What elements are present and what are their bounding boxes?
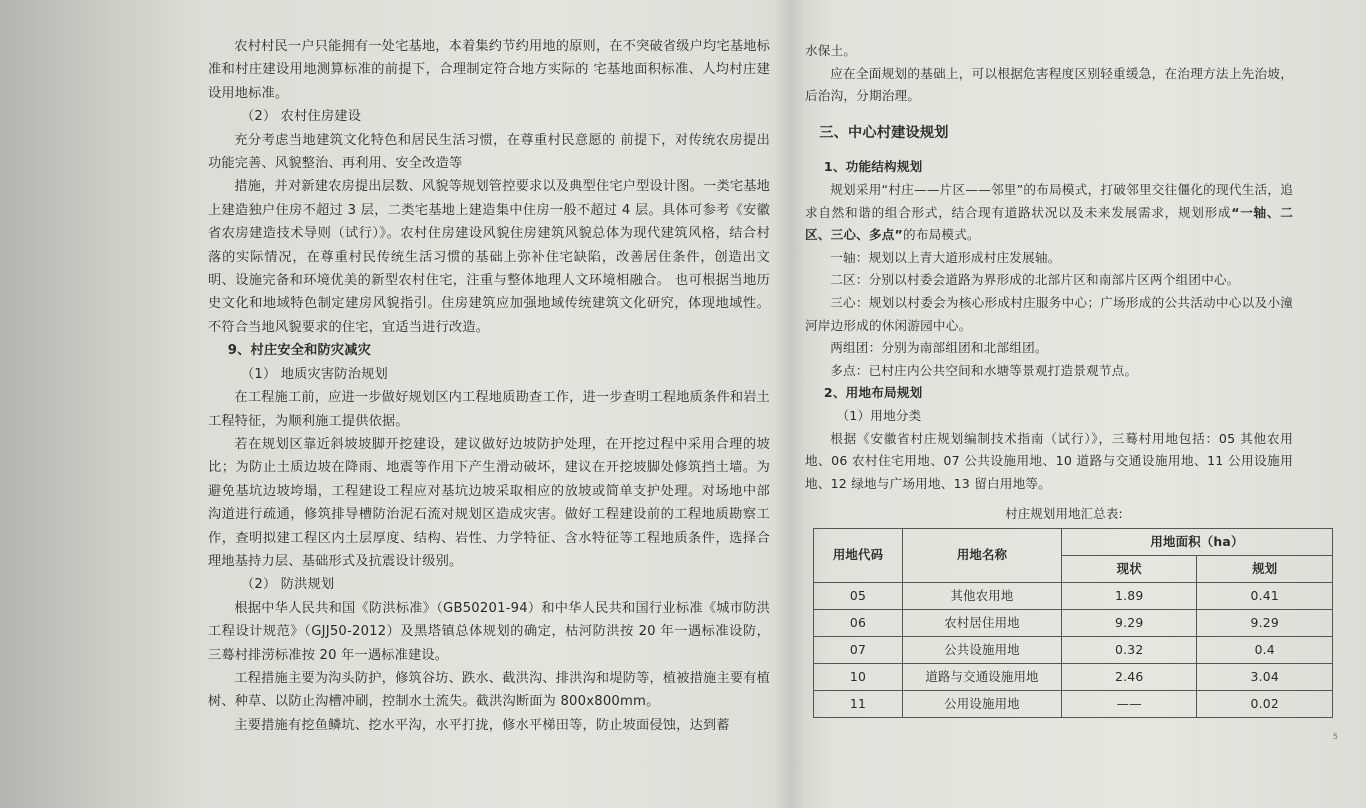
paragraph-emphasis: “一轴、二区、三心、多点” [805,204,1293,243]
cell-code: 07 [814,636,903,663]
cell-now: 1.89 [1062,582,1197,609]
cell-name: 公用设施用地 [903,690,1062,717]
header-code: 用地代码 [814,528,903,582]
paragraph: 充分考虑当地建筑文化特色和居民生活习惯，在尊重村民意愿的 前提下，对传统农房提出功能完善、风貌整治、再利用、安全改造等 [208,132,770,172]
cell-plan: 9.29 [1197,609,1333,636]
paragraph: 一轴：规划以上青大道形成村庄发展轴。 [830,249,1061,265]
header-now: 现状 [1062,555,1197,582]
table-row [814,690,1333,717]
cell-name: 道路与交通设施用地 [903,663,1062,690]
paragraph: 应在全面规划的基础上，可以根据危害程度区别轻重缓急，在治理方法上先治坡，后治沟，分期治理。 [805,65,1293,104]
paragraph: 水保土。 [805,43,857,58]
left-page [208,35,770,737]
cell-code: 06 [814,609,903,636]
page-number: 5 [1332,732,1338,741]
paragraph: 根据《安徽省村庄规划编制技术指南（试行）》，三蓦村用地包括：05 其他农用地、06 农村住宅用地、07 公共设施用地、10 道路与交通设施用地、11 公用设施用地、12 绿地与广场用地、13 留白用地等。 [805,430,1293,491]
book-gutter [775,0,805,808]
cell-now: 2.46 [1062,663,1197,690]
land-use-table [813,528,1333,718]
table-header-row [814,528,1333,555]
section-heading: 1、功能结构规划 [823,159,923,175]
table-row [814,582,1333,609]
paragraph: 工程措施主要为沟头防护，修筑谷坊、跌水、截洪沟、排洪沟和堤防等，植被措施主要有植树、种草、以防止沟槽冲刷，控制水土流失。截洪沟断面为 800x800mm。 [208,670,770,710]
table-body [814,582,1333,717]
header-plan: 规划 [1197,555,1333,582]
subheading: （2） 农村住房建设 [241,109,362,125]
section-heading: 9、村庄安全和防灾减灾 [227,343,372,359]
paragraph [805,179,1293,247]
cell-now: 9.29 [1062,609,1197,636]
cell-code: 05 [814,582,903,609]
table-row [814,609,1333,636]
table-row [814,663,1333,690]
paragraph: 措施，并对新建农房提出层数、风貌等规划管控要求以及典型住宅户型设计图。一类宅基地上建造独户住房不超过 3 层，二类宅基地上建造集中住房一般不超过 4 层。具体可参考《安徽省农房建造技术导则（试行）》。农村住房建设风貌住房建筑风貌总体为现代建筑风格，结合村落的实际情况，在尊重村民传统生活习惯的基础上弥补住宅缺陷，改善居住条件，创造出文明、设施完备和环境优美的新型农村住宅，注重与整体地理人文环境相融合。 也可根据当地历史文化和地域特色制定建房风貌指引。住房建筑应加强地域传统建筑文化研究，体现地域性。不符合当地风貌要求的住宅，宜适当进行改造。 [208,179,770,335]
cell-code: 10 [814,663,903,690]
paragraph-text: 规划采用“村庄——片区——邻里”的布局模式，打破邻里交往僵化的现代生活，追求自然和谐的组合形式，结合现有道路状况以及未来发展需求，规划形成 [805,181,1293,220]
paragraph: 农村村民一户只能拥有一处宅基地，本着集约节约用地的原则，在不突破省级户均宅基地标准和村庄建设用地测算标准的前提下，合理制定符合地方实际的 宅基地面积标准、人均村庄建设用地标准。 [208,39,770,101]
table-row [814,636,1333,663]
cell-code: 11 [814,690,903,717]
cell-name: 其他农用地 [903,582,1062,609]
paragraph: 两组团：分别为南部组团和北部组团。 [830,340,1048,356]
cell-plan: 0.41 [1197,582,1333,609]
section-heading: 2、用地布局规划 [823,385,923,401]
header-name: 用地名称 [903,528,1062,582]
paragraph: 三心：规划以村委会为核心形成村庄服务中心；广场形成的公共活动中心以及小潼河岸边形成的休闲游园中心。 [805,294,1293,333]
cell-plan: 3.04 [1197,663,1333,690]
cell-plan: 0.02 [1197,690,1333,717]
cell-now: —— [1062,690,1197,717]
subheading: （1） 地质灾害防治规划 [241,366,388,382]
paragraph: 多点：已村庄内公共空间和水塘等景观打造景观节点。 [830,362,1138,378]
chapter-heading: 三、中心村建设规划 [819,124,949,141]
cell-plan: 0.4 [1197,636,1333,663]
table-title: 村庄规划用地汇总表: [1005,506,1123,522]
paragraph: 二区：分别以村委会道路为界形成的北部片区和南部片区两个组团中心。 [830,272,1240,288]
paragraph: 主要措施有挖鱼鳞坑、挖水平沟，水平打拢，修水平梯田等，防止坡面侵蚀，达到蓄 [234,717,730,733]
paragraph-text: 的布局模式。 [903,227,980,243]
paragraph: 在工程施工前，应进一步做好规划区内工程地质勘查工作，进一步查明工程地质条件和岩土工程特征，为顺利施工提供依据。 [208,390,770,429]
subheading: （2） 防洪规划 [241,577,335,593]
right-page [805,40,1293,718]
cell-now: 0.32 [1062,636,1197,663]
subheading: （1）用地分类 [836,407,922,423]
cell-name: 农村居住用地 [903,609,1062,636]
cell-name: 公共设施用地 [903,636,1062,663]
header-area: 用地面积（ha） [1062,528,1333,555]
paragraph: 若在规划区靠近斜坡坡脚开挖建设，建议做好边坡防护处理，在开挖过程中采用合理的坡比；为防止土质边坡在降雨、地震等作用下产生滑动破坏，建议在开挖坡脚处修筑挡土墙。为避免基坑边坡垮塌，工程建设工程应对基坑边坡采取相应的放坡或简单支护处理。对场地中部沟道进行疏通，修筑排导槽防治泥石流对规划区造成灾害。做好工程建设前的工程地质勘察工作，查明拟建工程区内土层厚度、结构、岩性、力学特征、含水特征等工程地质条件，选择合理地基持力层、基础形式及抗震设计级别。 [208,436,770,569]
paragraph: 根据中华人民共和国《防洪标准》（GB50201-94）和中华人民共和国行业标准《城市防洪工程设计规范》（GJJ50-2012）及黑塔镇总体规划的确定，枯河防洪按 20 年一遇标准设防，三蓦村排涝标准按 20 年一遇标准建设。 [208,600,770,663]
